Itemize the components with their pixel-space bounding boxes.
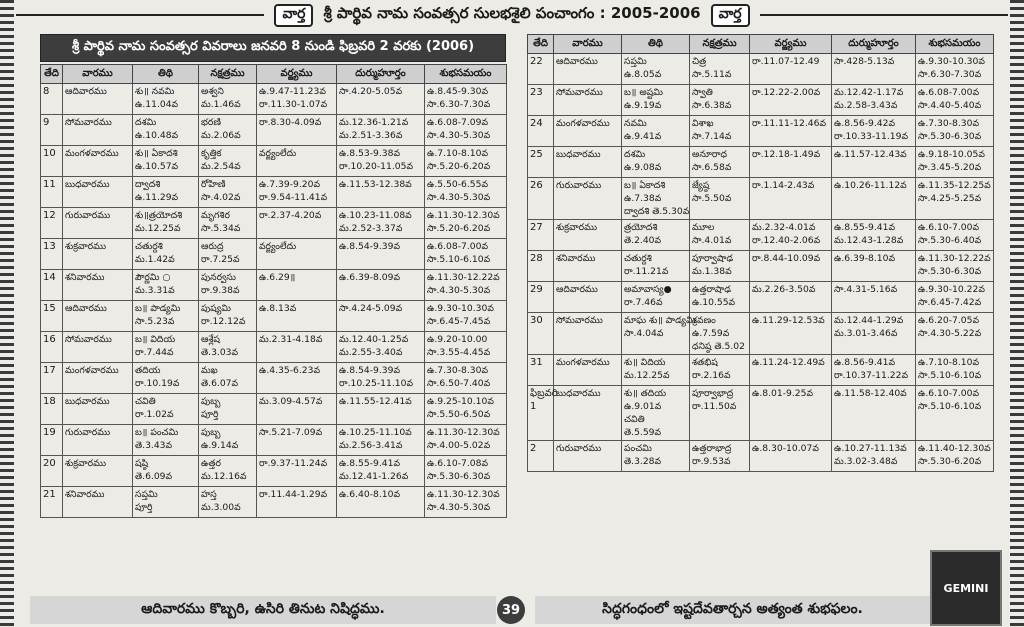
table-cell: ఉ.4.35-6.23వ	[257, 363, 337, 394]
table-row	[41, 487, 507, 518]
table-cell: ఉ.6.20-7.05వ సా.4.30-5.22వ	[916, 313, 994, 355]
table-cell: 26	[528, 178, 554, 220]
right-panchangam-table	[527, 34, 994, 472]
table-cell: రా.11.07-12.49	[750, 54, 832, 85]
table-cell: మంగళవారము	[554, 355, 622, 386]
column-header: తిథి	[133, 65, 199, 84]
table-cell: ఉ.5.50-6.55వ సా.4.30-5.30వ	[425, 177, 507, 208]
table-cell: ఆదివారము	[554, 54, 622, 85]
table-cell: గురువారము	[63, 425, 133, 456]
column-header: దుర్ముహూర్తం	[832, 35, 916, 54]
table-cell: ఆదివారము	[554, 282, 622, 313]
table-row	[528, 178, 994, 220]
table-cell: రా.11.44-1.29వ	[257, 487, 337, 518]
table-cell: దశమి ఉ.9.08వ	[622, 147, 690, 178]
table-cell: బ॥ పాడ్యమి సా.5.23వ	[133, 301, 199, 332]
table-cell: 22	[528, 54, 554, 85]
table-cell: అమావాస్య● రా.7.46వ	[622, 282, 690, 313]
table-cell: సా.4.20-5.05వ	[337, 84, 425, 115]
table-row	[528, 386, 994, 441]
table-cell: ఉ.10.26-11.12వ	[832, 178, 916, 220]
newspaper-logo-right: వార్త	[711, 4, 750, 27]
table-cell: ఉ.11.57-12.43వ	[832, 147, 916, 178]
table-cell: ఉ.8.55-9.41వ మ.12.41-1.26వ	[337, 456, 425, 487]
table-cell: ఉ.11.58-12.40వ	[832, 386, 916, 441]
table-cell: సప్తమి పూర్తి	[133, 487, 199, 518]
table-cell: మ.12.40-1.25వ మ.2.55-3.40వ	[337, 332, 425, 363]
table-cell: మాఘ శు॥ పాడ్యమి సా.4.04వ	[622, 313, 690, 355]
table-cell: బుధవారము	[63, 394, 133, 425]
table-cell: నవమి ఉ.9.41వ	[622, 116, 690, 147]
table-cell: చవితి రా.1.02వ	[133, 394, 199, 425]
table-row	[528, 282, 994, 313]
table-cell: తదియ రా.10.19వ	[133, 363, 199, 394]
table-cell: మ.12.44-1.29వ మ.3.01-3.46వ	[832, 313, 916, 355]
column-header: శుభసమయం	[425, 65, 507, 84]
table-cell: చతుర్దశి రా.11.21వ	[622, 251, 690, 282]
page-title: శ్రీ పార్థివ నామ సంవత్సర సులభశైలి పంచాంగం : 2005-2006	[323, 4, 701, 22]
table-row	[528, 147, 994, 178]
table-cell: భరణి మ.2.06వ	[199, 115, 257, 146]
table-cell: ఫిబ్రవరి 1	[528, 386, 554, 441]
table-cell: సోమవారము	[554, 313, 622, 355]
table-cell: ఉ.6.10-7.00వ సా.5.30-6.40వ	[916, 220, 994, 251]
column-header: తేది	[41, 65, 63, 84]
table-cell: రా.12.18-1.49వ	[750, 147, 832, 178]
table-cell: రా.11.11-12.46వ	[750, 116, 832, 147]
table-cell: గురువారము	[554, 178, 622, 220]
table-row	[41, 425, 507, 456]
table-cell: రా.9.37-11.24వ	[257, 456, 337, 487]
table-cell: 11	[41, 177, 63, 208]
left-panchangam-panel	[40, 34, 506, 518]
table-cell: 31	[528, 355, 554, 386]
table-row	[528, 220, 994, 251]
table-cell: శుక్రవారము	[63, 239, 133, 270]
table-cell: కృత్తిక మ.2.54వ	[199, 146, 257, 177]
table-cell: 19	[41, 425, 63, 456]
table-cell: ఉ.11.35-12.25వ సా.4.25-5.25వ	[916, 178, 994, 220]
table-cell: మ.12.36-1.21వ మ.2.51-3.36వ	[337, 115, 425, 146]
table-cell: ఉ.11.40-12.30వ సా.5.30-6.20వ	[916, 441, 994, 472]
table-cell: ఉ.6.08-7.09వ సా.4.30-5.30వ	[425, 115, 507, 146]
table-cell: ఉ.8.54-9.39వ	[337, 239, 425, 270]
table-cell: 15	[41, 301, 63, 332]
table-cell: మ.12.42-1.17వ మ.2.58-3.43వ	[832, 85, 916, 116]
table-cell: గురువారము	[554, 441, 622, 472]
table-row	[41, 177, 507, 208]
page-header	[16, 2, 1008, 28]
table-cell: శతభిష రా.2.16వ	[690, 355, 750, 386]
footer-note-left: ఆదివారము కొబ్బరి, ఉసిరి తినుట నిషిద్ధము.	[30, 596, 496, 624]
product-advertisement-image: GEMINI	[930, 550, 1002, 626]
table-cell: మ.2.32-4.01వ రా.12.40-2.06వ	[750, 220, 832, 251]
table-cell: ఉ.10.25-11.10వ మ.2.56-3.41వ	[337, 425, 425, 456]
table-cell: బుధవారము	[554, 386, 622, 441]
table-cell: ఉ.6.29॥	[257, 270, 337, 301]
table-cell: 25	[528, 147, 554, 178]
table-cell: 27	[528, 220, 554, 251]
table-cell: సా.4.31-5.16వ	[832, 282, 916, 313]
table-cell: 2	[528, 441, 554, 472]
table-cell: సోమవారము	[63, 115, 133, 146]
table-cell: ఉ.9.47-11.23వ రా.11.30-1.07వ	[257, 84, 337, 115]
table-cell: ఉ.11.30-12.30వ సా.4.30-5.30వ	[425, 487, 507, 518]
table-cell: 17	[41, 363, 63, 394]
table-cell: చిత్ర సా.5.11వ	[690, 54, 750, 85]
table-cell: శనివారము	[63, 487, 133, 518]
table-cell: ఉ.6.08-7.00వ సా.4.40-5.40వ	[916, 85, 994, 116]
column-header: శుభసమయం	[916, 35, 994, 54]
table-cell: 29	[528, 282, 554, 313]
table-cell: ఉ.8.54-9.39వ రా.10.25-11.10వ	[337, 363, 425, 394]
table-cell: అశ్వని మ.1.46వ	[199, 84, 257, 115]
header-rule-left	[16, 14, 264, 16]
table-cell: మంగళవారము	[63, 363, 133, 394]
table-cell: రా.12.22-2.00వ	[750, 85, 832, 116]
table-cell: ఉ.7.30-8.30వ సా.5.30-6.30వ	[916, 116, 994, 147]
table-cell: బ॥ విదియ రా.7.44వ	[133, 332, 199, 363]
table-cell: రా.8.44-10.09వ	[750, 251, 832, 282]
table-row	[528, 116, 994, 147]
table-cell: పుబ్బ ఉ.9.14వ	[199, 425, 257, 456]
table-cell: మూల సా.4.01వ	[690, 220, 750, 251]
table-cell: ఆదివారము	[63, 301, 133, 332]
table-cell: ఉ.11.24-12.49వ	[750, 355, 832, 386]
table-cell: ఉత్తర మ.12.16వ	[199, 456, 257, 487]
table-cell: శు॥ నవమి ఉ.11.04వ	[133, 84, 199, 115]
table-row	[41, 301, 507, 332]
table-cell: బుధవారము	[63, 177, 133, 208]
table-cell: 10	[41, 146, 63, 177]
table-cell: రా.8.30-4.09వ	[257, 115, 337, 146]
newspaper-logo-left: వార్త	[274, 4, 313, 27]
table-cell: 24	[528, 116, 554, 147]
table-cell: ఉ.10.23-11.08వ మ.2.52-3.37వ	[337, 208, 425, 239]
table-cell: మ.2.26-3.50వ	[750, 282, 832, 313]
table-cell: ఉ.8.01-9.25వ	[750, 386, 832, 441]
table-cell: ఉ.7.30-8.30వ సా.6.50-7.40వ	[425, 363, 507, 394]
table-cell: ఉ.7.10-8.10వ సా.5.10-6.10వ	[916, 355, 994, 386]
table-row	[41, 146, 507, 177]
table-cell: మంగళవారము	[554, 116, 622, 147]
table-cell: ఉ.6.40-8.10వ	[337, 487, 425, 518]
table-row	[41, 363, 507, 394]
table-cell: మృగశిర సా.5.34వ	[199, 208, 257, 239]
table-row	[528, 251, 994, 282]
table-cell: చతుర్దశి మ.1.42వ	[133, 239, 199, 270]
table-cell: 20	[41, 456, 63, 487]
table-cell: శుక్రవారము	[63, 456, 133, 487]
table-row	[528, 313, 994, 355]
table-cell: ఉ.8.56-9.41వ రా.10.37-11.22వ	[832, 355, 916, 386]
table-cell: 9	[41, 115, 63, 146]
column-header: తేది	[528, 35, 554, 54]
table-cell: బ॥ పంచమి తె.3.43వ	[133, 425, 199, 456]
table-cell: శనివారము	[554, 251, 622, 282]
table-row	[41, 394, 507, 425]
table-cell: సా.5.21-7.09వ	[257, 425, 337, 456]
table-cell: ఉ.11.29-12.53వ	[750, 313, 832, 355]
table-cell: ఉ.6.10-7.08వ సా.5.30-6.30వ	[425, 456, 507, 487]
table-cell: హస్త మ.3.00వ	[199, 487, 257, 518]
table-cell: ఉ.11.53-12.38వ	[337, 177, 425, 208]
table-cell: స్వాతి సా.6.38వ	[690, 85, 750, 116]
table-row	[41, 332, 507, 363]
table-cell: శనివారము	[63, 270, 133, 301]
table-cell: పునర్వసు రా.9.38వ	[199, 270, 257, 301]
table-cell: బ॥ ఏకాదశి ఉ.7.38వ ద్వాదశి తె.5.30వ	[622, 178, 690, 220]
table-cell: ఉ.7.39-9.20వ రా.9.54-11.41వ	[257, 177, 337, 208]
table-cell: రా.2.37-4.20వ	[257, 208, 337, 239]
table-cell: ఉ.8.53-9.38వ రా.10.20-11.05వ	[337, 146, 425, 177]
table-cell: సోమవారము	[554, 85, 622, 116]
table-row	[528, 441, 994, 472]
table-cell: శు॥ తదియ ఉ.9.01వ చవితి తె.5.59వ	[622, 386, 690, 441]
column-header: దుర్ముహూర్తం	[337, 65, 425, 84]
table-cell: ఉ.9.25-10.10వ సా.5.50-6.50వ	[425, 394, 507, 425]
table-row	[528, 355, 994, 386]
table-cell: ఉ.7.10-8.10వ సా.5.20-6.20వ	[425, 146, 507, 177]
table-cell: బుధవారము	[554, 147, 622, 178]
table-cell: మఖ తె.6.07వ	[199, 363, 257, 394]
section-banner: శ్రీ పార్థివ నామ సంవత్సర వివరాలు జనవరి 8 నుండి ఫిబ్రవరి 2 వరకు (2006)	[40, 34, 506, 62]
table-row	[41, 239, 507, 270]
column-header: వారము	[63, 65, 133, 84]
table-cell: ఉ.9.20-10.00 సా.3.55-4.45వ	[425, 332, 507, 363]
table-cell: ఉ.11.30-12.30వ సా.4.00-5.02వ	[425, 425, 507, 456]
table-cell: సా.4.24-5.09వ	[337, 301, 425, 332]
table-cell: శు॥ విదియ మ.12.25వ	[622, 355, 690, 386]
column-header: తిథి	[622, 35, 690, 54]
table-cell: ఉ.6.08-7.00వ సా.5.10-6.10వ	[425, 239, 507, 270]
header-rule-right	[760, 14, 1008, 16]
table-cell: మ.3.09-4.57వ	[257, 394, 337, 425]
table-cell: సా.428-5.13వ	[832, 54, 916, 85]
table-cell: ఉ.11.55-12.41వ	[337, 394, 425, 425]
table-cell: బ॥ అష్టమి ఉ.9.19వ	[622, 85, 690, 116]
table-cell: ఉ.9.30-10.22వ సా.6.45-7.42వ	[916, 282, 994, 313]
table-cell: వర్జ్యంలేదు	[257, 239, 337, 270]
table-cell: ఉ.8.13వ	[257, 301, 337, 332]
table-cell: త్రయోదశి తె.2.40వ	[622, 220, 690, 251]
table-cell: ఉ.8.45-9.30వ సా.6.30-7.30వ	[425, 84, 507, 115]
table-cell: 30	[528, 313, 554, 355]
decorative-border-right	[1010, 0, 1024, 627]
table-cell: ఉ.11.30-12.22వ సా.5.30-6.30వ	[916, 251, 994, 282]
table-cell: వర్జ్యంలేదు	[257, 146, 337, 177]
column-header: వారము	[554, 35, 622, 54]
table-cell: సప్తమి ఉ.8.05వ	[622, 54, 690, 85]
table-cell: 12	[41, 208, 63, 239]
table-cell: రోహిణి సా.4.02వ	[199, 177, 257, 208]
table-cell: 14	[41, 270, 63, 301]
decorative-border-left	[0, 0, 14, 627]
table-cell: జ్యేష్ఠ సా.5.50వ	[690, 178, 750, 220]
table-row	[41, 208, 507, 239]
table-row	[528, 85, 994, 116]
table-cell: ఉ.6.39-8.10వ	[832, 251, 916, 282]
table-cell: ఉ.8.56-9.42వ రా.10.33-11.19వ	[832, 116, 916, 147]
page-number: 39	[497, 596, 525, 624]
table-cell: ఉ.8.55-9.41వ మ.12.43-1.28వ	[832, 220, 916, 251]
table-cell: ఆశ్లేష తె.3.03వ	[199, 332, 257, 363]
table-cell: ద్వాదశి ఉ.11.29వ	[133, 177, 199, 208]
table-row	[41, 270, 507, 301]
table-cell: 18	[41, 394, 63, 425]
column-header: వర్జ్యము	[750, 35, 832, 54]
table-cell: అనూరాధ సా.6.58వ	[690, 147, 750, 178]
table-cell: శ్రవణం ఉ.7.59వ ధనిష్ఠ తె.5.02	[690, 313, 750, 355]
table-cell: ఉ.9.30-10.30వ సా.6.45-7.45వ	[425, 301, 507, 332]
table-row	[528, 54, 994, 85]
table-cell: శు॥ ఏకాదశి ఉ.10.57వ	[133, 146, 199, 177]
column-header: నక్షత్రము	[199, 65, 257, 84]
table-cell: విశాఖ సా.7.14వ	[690, 116, 750, 147]
table-cell: 8	[41, 84, 63, 115]
left-panchangam-table	[40, 64, 507, 518]
table-cell: పూర్వాభాద్ర రా.11.50వ	[690, 386, 750, 441]
table-cell: 16	[41, 332, 63, 363]
table-cell: 21	[41, 487, 63, 518]
table-cell: ఆరుద్ర రా.7.25వ	[199, 239, 257, 270]
table-cell: ఉ.6.39-8.09వ	[337, 270, 425, 301]
table-cell: ఉత్తరాషాఢ ఉ.10.55వ	[690, 282, 750, 313]
table-cell: పూర్వాషాఢ మ.1.38వ	[690, 251, 750, 282]
table-cell: ఉ.11.30-12.30వ సా.5.20-6.20వ	[425, 208, 507, 239]
table-cell: ఉ.6.10-7.00వ సా.5.10-6.10వ	[916, 386, 994, 441]
table-cell: రా.1.14-2.43వ	[750, 178, 832, 220]
table-cell: 23	[528, 85, 554, 116]
table-cell: ఆదివారము	[63, 84, 133, 115]
table-cell: 28	[528, 251, 554, 282]
table-cell: ఉత్తరాభాద్ర రా.9.53వ	[690, 441, 750, 472]
column-header: నక్షత్రము	[690, 35, 750, 54]
table-row	[41, 456, 507, 487]
table-cell: ఉ.10.27-11.13వ మ.3.02-3.48వ	[832, 441, 916, 472]
table-cell: ఉ.9.30-10.30వ సా.6.30-7.30వ	[916, 54, 994, 85]
table-cell: శుక్రవారము	[554, 220, 622, 251]
table-cell: పంచమి తె.3.28వ	[622, 441, 690, 472]
table-cell: మ.2.31-4.18వ	[257, 332, 337, 363]
column-header: వర్జ్యము	[257, 65, 337, 84]
table-cell: మంగళవారము	[63, 146, 133, 177]
table-cell: పౌర్ణమి ○ మ.3.31వ	[133, 270, 199, 301]
table-cell: గురువారము	[63, 208, 133, 239]
table-cell: ఉ.11.30-12.22వ సా.4.30-5.30వ	[425, 270, 507, 301]
table-cell: 13	[41, 239, 63, 270]
table-row	[41, 84, 507, 115]
table-cell: పుష్యమి రా.12.12వ	[199, 301, 257, 332]
table-row	[41, 115, 507, 146]
right-panchangam-panel	[527, 34, 993, 472]
footer-note-right: సిద్ధగంధంలో ఇష్టదేవతార్చన అత్యంత శుభఫలం.	[535, 596, 930, 624]
table-cell: షష్ఠి తె.6.09వ	[133, 456, 199, 487]
table-cell: సోమవారము	[63, 332, 133, 363]
table-cell: శు॥త్రయోదశి మ.12.25వ	[133, 208, 199, 239]
table-cell: ఉ.9.18-10.05వ సా.3.45-5.20వ	[916, 147, 994, 178]
table-cell: ఉ.8.30-10.07వ	[750, 441, 832, 472]
table-cell: దశమి ఉ.10.48వ	[133, 115, 199, 146]
table-cell: పుబ్బ పూర్తి	[199, 394, 257, 425]
